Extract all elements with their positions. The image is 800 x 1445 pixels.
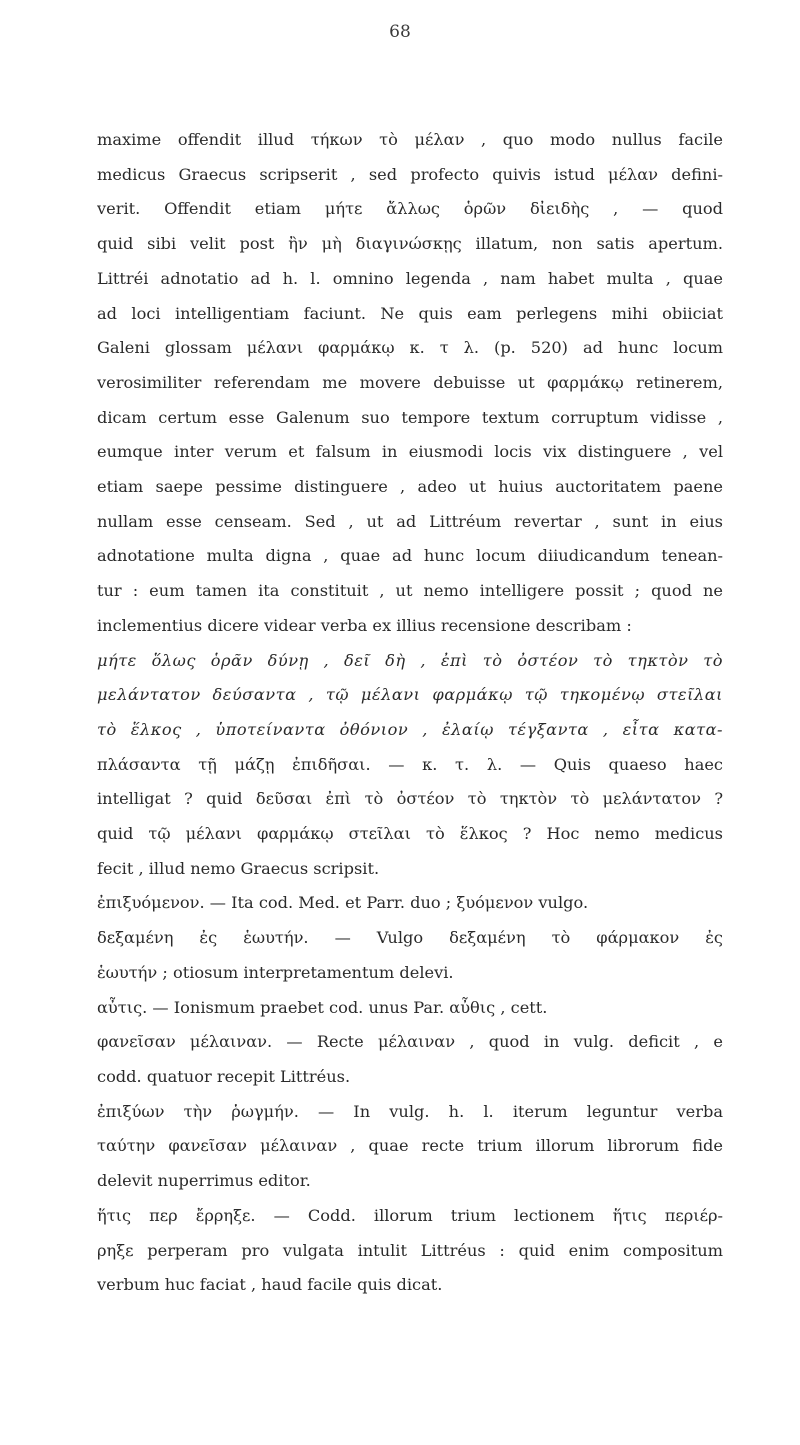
text-line: maxime offendit illud τήκων τὸ μέλαν , quo modo nullus facile [97, 130, 723, 149]
text-line: tur : eum tamen ita constituit , ut nemo intelligere possit ; quod ne [97, 581, 723, 601]
text-line: dicam certum esse Galenum suo tempore textum corruptum vidisse , [97, 407, 723, 427]
text-line: verosimiliter referendam me movere debuisse ut φαρμάκῳ retinerem, [97, 372, 723, 392]
text-line: fecit , illud nemo Graecus scripsit. [97, 858, 380, 878]
text-line: quid sibi velit post ἢν μὴ διαγινώσκῃς illatum, non satis apertum. [97, 234, 723, 254]
text-line: ταύτην φανεῖσαν μέλαιναν , quae recte trium illorum librorum fide [97, 1136, 723, 1156]
text-line: ρηξε perperam pro vulgata intulit Littréus : quid enim compositum [97, 1240, 723, 1260]
text-line: delevit nuperrimus editor. [97, 1171, 311, 1191]
text-line: Galeni glossam μέλανι φαρμάκῳ κ. τ λ. (p. 520) ad hunc locum [97, 338, 723, 358]
text-line: Littréi adnotatio ad h. l. omnino legenda , nam habet multa , quae [97, 268, 723, 288]
note-lemma-line: δεξαμένη ἐς ἑωυτήν. — Vulgo δεξαμένη τὸ φάρμακον ἐς [97, 928, 723, 948]
text-line: eumque inter verum et falsum in eiusmodi locis vix distinguere , vel [97, 442, 723, 462]
note-lemma-line: φανεῖσαν μέλαιναν. — Recte μέλαιναν , quod in vulg. deficit , e [97, 1032, 723, 1052]
note-lemma-line: αὖτις. — Ionismum praebet cod. unus Par. αὖθις , cett. [97, 997, 548, 1017]
text-line: πλάσαντα τῇ μάζῃ ἐπιδῆσαι. — κ. τ. λ. — Quis quaeso haec [97, 754, 723, 774]
greek-quote-line: τὸ ἕλκος , ὑποτείναντα ὀθόνιον , ἐλαίῳ τέγξαντα , εἶτα κατα- [97, 719, 723, 739]
text-line: intelligat ? quid δεῦσαι ἐπὶ τὸ ὀστέον τὸ τηκτὸν τὸ μελάντατον ? [97, 789, 723, 809]
text-line: ἑωυτήν ; otiosum interpretamentum delevi. [97, 962, 454, 982]
greek-quote-line: μήτε ὅλως ὁρᾶν δύνῃ , δεῖ δὴ , ἐπὶ τὸ ὀστέον τὸ τηκτὸν τὸ [97, 650, 723, 670]
text-line: nullam esse censeam. Sed , ut ad Littréum revertar , sunt in eius [97, 511, 723, 531]
page-number: 68 [389, 22, 411, 42]
text-body [97, 123, 723, 1303]
text-line: inclementius dicere videar verba ex illius recensione describam : [97, 615, 632, 635]
greek-quote-line: μελάντατον δεύσαντα , τῷ μέλανι φαρμάκῳ τῷ τηκομένῳ στεῖλαι [97, 685, 723, 705]
text-line: etiam saepe pessime distinguere , adeo ut huius auctoritatem paene [97, 477, 723, 497]
note-lemma-line: ἥτις περ ἔρρηξε. — Codd. illorum trium lectionem ἥτις περιέρ- [97, 1205, 723, 1225]
text-line: adnotatione multa digna , quae ad hunc locum diiudicandum tenean- [97, 546, 723, 566]
text-line: medicus Graecus scripserit , sed profecto quivis istud μέλαν defini- [97, 164, 723, 184]
text-line: codd. quatuor recepit Littréus. [97, 1066, 351, 1086]
text-line: ad loci intelligentiam faciunt. Ne quis eam perlegens mihi obiiciat [97, 303, 723, 323]
text-line: verit. Offendit etiam μήτε ἄλλως ὁρῶν δἰειδὴς , — quod [97, 199, 723, 219]
note-lemma-line: ἐπιξύων τὴν ῥωγμήν. — In vulg. h. l. iterum leguntur verba [97, 1101, 723, 1121]
text-line: quid τῷ μέλανι φαρμάκῳ στεῖλαι τὸ ἕλκος ? Hoc nemo medicus [97, 824, 723, 844]
note-lemma-line: ἐπιξυόμενον. — Ita cod. Med. et Parr. duo ; ξυόμενον vulgo. [97, 893, 589, 913]
text-line: verbum huc faciat , haud facile quis dicat. [97, 1275, 443, 1295]
